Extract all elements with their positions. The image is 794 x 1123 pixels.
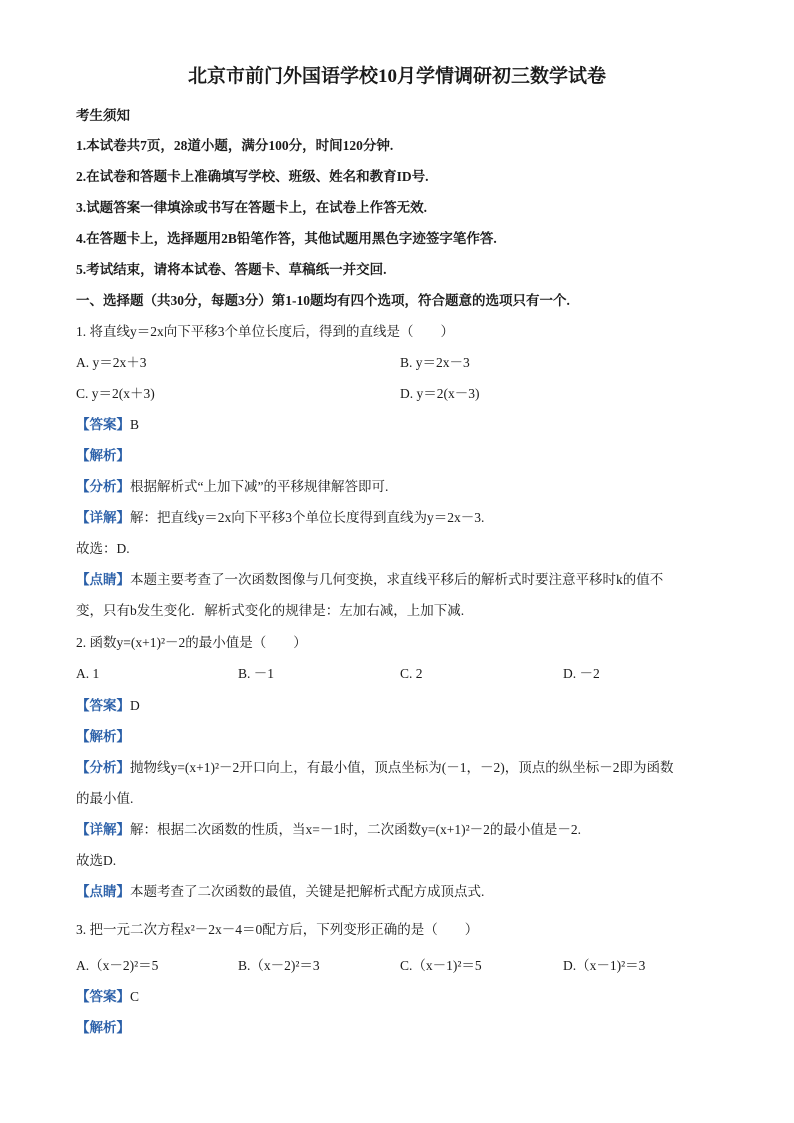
detail-tag: 【详解】: [76, 822, 130, 837]
option-a: A.（x－2)²＝5: [76, 958, 159, 973]
comment-line: [76, 570, 663, 590]
fenxi-text: 根据解析式“上加下减”的平移规律解答即可.: [130, 479, 389, 494]
option-a: A. 1: [76, 666, 100, 681]
fenxi-text: 抛物线y=(x+1)²－2开口向上，有最小值，顶点坐标为(－1，－2)，顶点的纵坐标－2即为函数: [130, 760, 674, 775]
option-d: D.（x－1)²＝3: [563, 958, 646, 973]
option-d: D. －2: [563, 666, 600, 681]
section-heading: 一、选择题（共30分，每题3分）第1-10题均有四个选项，符合题意的选项只有一个.: [76, 293, 570, 308]
option-c: C. 2: [400, 666, 423, 681]
answer-value: B: [130, 417, 140, 432]
choose-line: 故选D.: [76, 853, 117, 868]
choose-line: 故选：D.: [76, 541, 130, 556]
option-d: D. y＝2(x－3): [400, 386, 480, 401]
comment-text-cont: 变，只有b发生变化．解析式变化的规律是：左加右减，上加下减.: [76, 603, 465, 618]
fenxi-tag: 【分析】: [76, 479, 130, 494]
detail-tag: 【详解】: [76, 510, 130, 525]
notice-item: 1.本试卷共7页，28道小题，满分100分，时间120分钟.: [76, 138, 394, 153]
comment-line: [76, 882, 484, 902]
analysis-line: [76, 727, 130, 747]
fenxi-line: [76, 758, 674, 778]
detail-text: 解：根据二次函数的性质，当x=－1时，二次函数y=(x+1)²－2的最小值是－2.: [130, 822, 582, 837]
detail-text: 解：把直线y＝2x向下平移3个单位长度得到直线为y＝2x－3.: [130, 510, 485, 525]
notice-item: 2.在试卷和答题卡上准确填写学校、班级、姓名和教育ID号.: [76, 169, 429, 184]
detail-line: [76, 508, 484, 528]
fenxi-text-cont: 的最小值.: [76, 791, 134, 806]
answer-tag: 【答案】: [76, 698, 130, 713]
option-b: B.（x－2)²＝3: [238, 958, 320, 973]
analysis-line: [76, 1018, 130, 1038]
option-a: A. y＝2x＋3: [76, 355, 147, 370]
question-stem: 1. 将直线y＝2x向下平移3个单位长度后，得到的直线是（ ）: [76, 324, 454, 339]
answer-tag: 【答案】: [76, 989, 130, 1004]
analysis-line: [76, 446, 130, 466]
option-b: B. －1: [238, 666, 275, 681]
option-c: C.（x－1)²＝5: [400, 958, 482, 973]
notice-item: 5.考试结束，请将本试卷、答题卡、草稿纸一并交回.: [76, 262, 387, 277]
notice-item: 4.在答题卡上，选择题用2B铅笔作答，其他试题用黑色字迹签字笔作答.: [76, 231, 497, 246]
detail-line: [76, 820, 581, 840]
answer-line: [76, 696, 140, 716]
comment-tag: 【点睛】: [76, 884, 130, 899]
comment-text: 本题考查了二次函数的最值，关键是把解析式配方成顶点式.: [130, 884, 485, 899]
page-title: 北京市前门外国语学校10月学情调研初三数学试卷: [187, 66, 606, 87]
analysis-tag: 【解析】: [76, 729, 130, 744]
answer-tag: 【答案】: [76, 417, 130, 432]
analysis-tag: 【解析】: [76, 448, 130, 463]
question-stem: 2. 函数y=(x+1)²－2的最小值是（ ）: [76, 635, 307, 650]
fenxi-tag: 【分析】: [76, 760, 130, 775]
answer-line: [76, 987, 139, 1007]
fenxi-line: [76, 477, 388, 497]
option-b: B. y＝2x－3: [400, 355, 470, 370]
answer-value: D: [130, 698, 140, 713]
comment-tag: 【点睛】: [76, 572, 130, 587]
answer-value: C: [130, 989, 140, 1004]
notice-heading: 考生须知: [76, 108, 130, 123]
answer-line: [76, 415, 139, 435]
comment-text: 本题主要考查了一次函数图像与几何变换，求直线平移后的解析式时要注意平移时k的值不: [130, 572, 664, 587]
analysis-tag: 【解析】: [76, 1020, 130, 1035]
option-c: C. y＝2(x＋3): [76, 386, 155, 401]
question-stem: 3. 把一元二次方程x²－2x－4＝0配方后，下列变形正确的是（ ）: [76, 922, 479, 937]
notice-item: 3.试题答案一律填涂或书写在答题卡上，在试卷上作答无效.: [76, 200, 427, 215]
